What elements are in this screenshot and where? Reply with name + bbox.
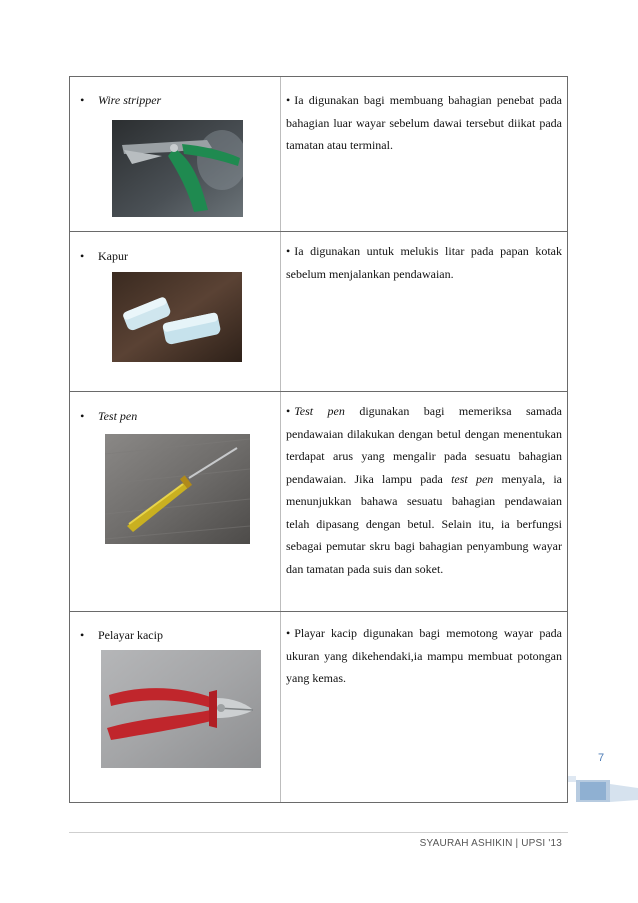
- pliers-photo: [101, 650, 261, 768]
- tool-description: • Ia digunakan untuk melukis litar pada papan kotak sebelum menjalankan pendawaian.: [286, 244, 562, 281]
- column-divider: [280, 392, 281, 611]
- table-row: [70, 232, 567, 392]
- column-divider: [280, 232, 281, 391]
- tool-description: • Playar kacip digunakan bagi memotong wayar pada ukuran yang dikehendaki,ia mampu membuat potongan yang kemas.: [286, 626, 562, 685]
- tools-table: [69, 76, 568, 803]
- wire-stripper-photo: [112, 120, 243, 217]
- page-corner-decoration-icon: [568, 776, 638, 806]
- tool-description: • Test pen digunakan bagi memeriksa samada pendawaian dilakukan dengan betul dengan menentukan terdapat arus yang mengalir pada sesuatu bahagian pendawaian. Jika lampu pada test pen menyala, ia menunjukkan bahawa sesuatu bahagian pendawaian telah dipasang dengan betul. Selain itu, ia berfungsi sebagai pemutar skru bagi bahagian penyambung wayar dan tamatan pada suis dan soket.: [286, 404, 563, 576]
- tool-name: • Kapur: [80, 249, 128, 263]
- column-divider: [280, 612, 281, 802]
- column-divider: [280, 77, 281, 231]
- table-row: [70, 77, 567, 232]
- page-number: 7: [598, 752, 605, 764]
- tool-name: • Pelayar kacip: [80, 628, 163, 642]
- table-row: [70, 392, 567, 612]
- tool-name: • Wire stripper: [80, 93, 162, 107]
- footer-divider: [69, 832, 568, 833]
- table-row: [70, 612, 567, 802]
- tool-name: • Test pen: [80, 409, 138, 423]
- test-pen-photo: [105, 434, 250, 544]
- footer-text: SYAURAH ASHIKIN | UPSI '13: [419, 838, 562, 849]
- tool-description: • Ia digunakan bagi membuang bahagian penebat pada bahagian luar wayar sebelum dawai tersebut diikat pada tamatan atau terminal.: [286, 93, 562, 152]
- chalk-photo: [112, 272, 242, 362]
